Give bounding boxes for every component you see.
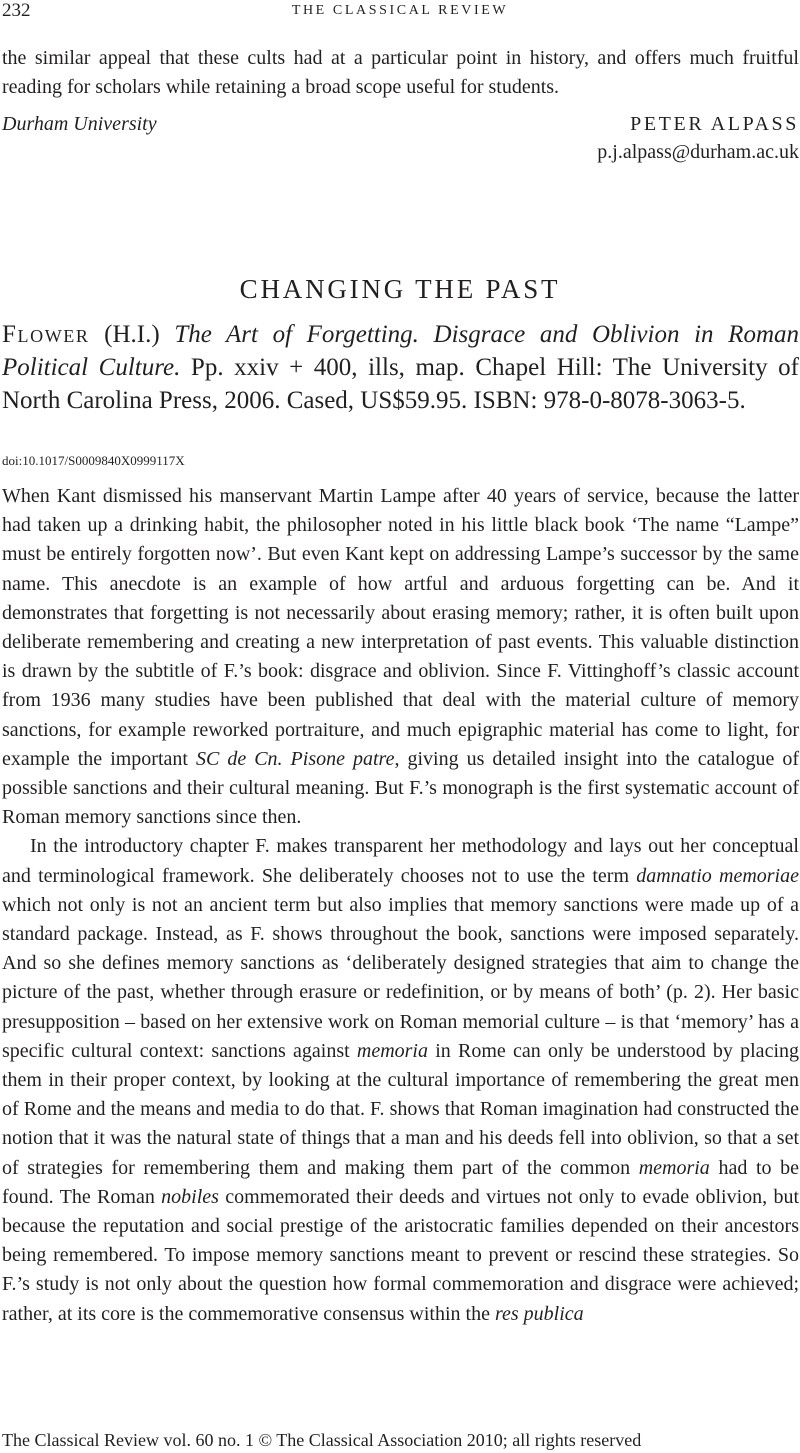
page-number: 232 [2, 0, 31, 21]
reviewer-name: PETER ALPASS [630, 113, 799, 135]
italic-term: nobiles [161, 1185, 219, 1208]
review-section-title: CHANGING THE PAST [239, 274, 561, 304]
citation-details: Pp. xxiv + 400, ills, map. Chapel Hill: The University of North Carolina Press, 2006. Cased, US$59.95. ISBN: 978-0-8078-3063-5. [2, 354, 799, 414]
running-head [0, 0, 800, 24]
reviewer-email: p.j.alpass@durham.ac.uk [597, 141, 799, 163]
paragraph-text: , giving us detailed insight into the catalogue of possible sanctions and their cultural meaning. But F.’s monograph is the first systematic account of Roman memory sanctions since then. [2, 747, 799, 829]
citation-author-initials: (H.I.) [89, 321, 175, 348]
reviewer-affiliation: Durham University [2, 113, 157, 135]
paragraph-text: in Rome can only be understood by placing them in their proper context, by looking at the cultural importance of remembering the great men of Rome and the means and media to do that. F. shows that Roman imagination had constructed the notion that it was the natural state of things that a man and his deeds fell into oblivion, so that a set of strategies for remembering them and making them part of the common [2, 1039, 799, 1179]
paragraph-text: In the introductory chapter F. makes transparent her methodology and lays out her conceptual and terminological framework. She deliberately chooses not to use the term [2, 835, 799, 887]
paragraph-text: When Kant dismissed his manservant Martin Lampe after 40 years of service, because the latter had taken up a drinking habit, the philosopher noted in his little black book ‘The name “Lampe” must be entirely forgotten now’. But even Kant kept on addressing Lampe’s successor by the same name. This anecdote is an example of how artful and arduous forgetting can be. And it demonstrates that forgetting is not necessarily about erasing memory; rather, it is often built upon deliberate remembering and creating a new interpretation of past events. This valuable distinction is drawn by the subtitle of F.’s book: disgrace and oblivion. Since F. Vittinghoff’s classic account from 1936 many studies have been published that deal with the material culture of memory sanctions, for example reworked portraiture, and much epigraphic material has come to light, for example the important [2, 485, 799, 770]
copyright-footer: The Classical Review vol. 60 no. 1 © The Classical Association 2010; all rights reserved [2, 1430, 642, 1450]
italic-term: res publica [494, 1302, 584, 1325]
citation-author-surname: Flower [2, 321, 90, 348]
doi-identifier: doi:10.1017/S0009840X0999117X [2, 453, 185, 468]
italic-term: memoria [638, 1156, 710, 1179]
paragraph-text: had to be found. The Roman [2, 1156, 800, 1208]
italic-term: memoria [356, 1039, 428, 1062]
reviewer-signature [2, 110, 799, 170]
italic-term: SC de Cn. Pisone patre [195, 747, 395, 770]
italic-term: damnatio memoriae [636, 864, 799, 887]
citation-book-title: The Art of Forgetting. Disgrace and Oblivion in Roman Political Culture. [2, 321, 800, 381]
book-citation [2, 318, 799, 417]
journal-title: THE CLASSICAL REVIEW [291, 3, 509, 18]
previous-review-closing-text: the similar appeal that these cults had at a particular point in history, and offers much fruitful reading for scholars while retaining a broad scope useful for students. [2, 47, 799, 98]
review-body [2, 482, 799, 1329]
paragraph-text: which not only is not an ancient term but also implies that memory sanctions were made up of a standard package. Instead, as F. shows throughout the book, sanctions were imposed separately. And so she defines memory sanctions as ‘deliberately designed strategies that aim to change the picture of the past, whether through erasure or redefinition, or by means of both’ (p. 2). Her basic presupposition – based on her extensive work on Roman memorial culture – is that ‘memory’ has a specific cultural context: sanctions against [2, 893, 799, 1062]
body-paragraph [2, 832, 799, 1328]
body-paragraph [2, 482, 799, 832]
paragraph-text: commemorated their deeds and virtues not only to evade oblivion, but because the reputation and social prestige of the aristocratic families depended on their ancestors being remembered. To impose memory sanctions meant to prevent or rescind these strategies. So F.’s study is not only about the question how formal commemoration and disgrace were achieved; rather, at its core is the commemorative consensus within the [2, 1185, 800, 1325]
